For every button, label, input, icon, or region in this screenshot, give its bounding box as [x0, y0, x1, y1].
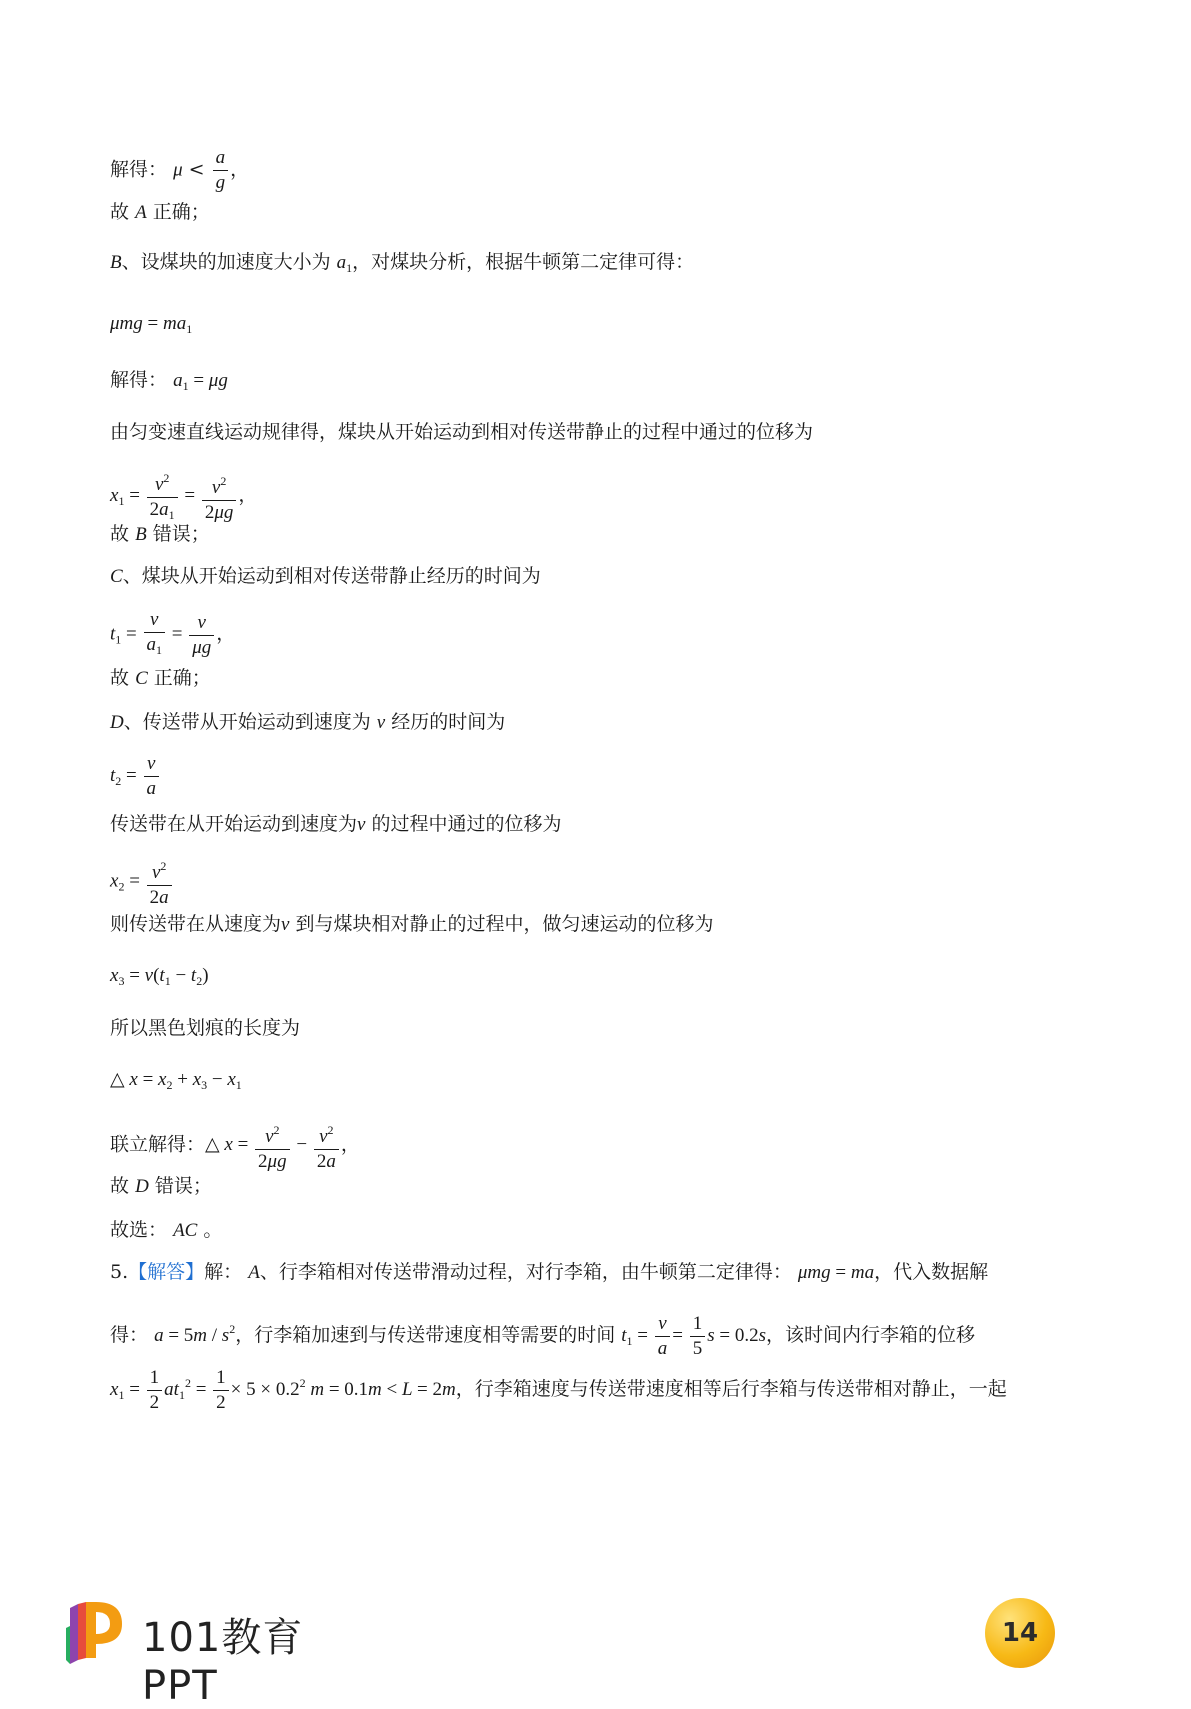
answer-tag: 【解答】 — [128, 1261, 205, 1283]
equation: $x_2$ = $\frac{v^2}{2a}$ — [110, 854, 174, 910]
text: 解得： — [110, 158, 168, 181]
text-line: 故 A 正确； — [110, 201, 210, 223]
fraction: $\frac{a}{g}$ — [213, 146, 229, 195]
text-line: 传送带在从开始运动到速度为v 的过程中通过的位移为 — [110, 813, 562, 835]
question-5-line-3: $x_1$ = $\frac{1}{2}$ $at_1^2$ = $\frac{1}{2}$ × $5 \times 0.2^2$ m = 0.1m < L = 2m，行李箱速度与传送带速度相等后行李箱与传送带相对静止，一起 — [110, 1367, 1007, 1413]
text-line: 由匀变速直线运动规律得，煤块从开始运动到相对传送带静止的过程中通过的位移为 — [110, 421, 814, 443]
text-line: B、设煤块的加速度大小为 $a_1$，对煤块分析，根据牛顿第二定律可得： — [110, 251, 695, 275]
text-line: 则传送带在从速度为v 到与煤块相对静止的过程中，做匀速运动的位移为 — [110, 913, 714, 935]
text-line: 故 C 正确； — [110, 667, 211, 689]
text-line: 故 D 错误； — [110, 1175, 212, 1197]
text-line: 联立解得：△ x = $\frac{v^2}{2\mu g}$ − $\frac{v^2}{2a}$ ， — [110, 1118, 360, 1174]
logo-text: 101教育PPT — [142, 1615, 304, 1709]
text-line: 故选： AC 。 — [110, 1219, 223, 1241]
question-5-line-1: 5.【解答】解： A、行李箱相对传送带滑动过程，对行李箱，由牛顿第二定律得： μmg = ma，代入数据解 — [110, 1261, 989, 1283]
brand-logo — [62, 1598, 362, 1709]
equation: $t_1$ = $\frac{v}{a_1}$ = $\frac{v}{\mu g}$ ， — [110, 609, 236, 658]
text-line: 故 B 错误； — [110, 523, 210, 545]
text-line: 解得： $a_1 = \mu g$ — [110, 369, 228, 393]
text-line: D、传送带从开始运动到速度为 v 经历的时间为 — [110, 711, 506, 733]
equation: $x_3 = v(t_1 - t_2)$ — [110, 965, 209, 988]
equation: △ $x = x_2 + x_3 - x_1$ — [110, 1069, 242, 1092]
text-line: 解得： μ < $\frac{a}{g}$ ， — [110, 147, 250, 193]
equation: $x_1$ = $\frac{v^2}{2a_1}$ = $\frac{v^2}{2\mu g}$ ， — [110, 466, 257, 527]
page-number-badge: 14 — [985, 1598, 1055, 1668]
equation: $\mu mg = ma_1$ — [110, 313, 193, 336]
text-line: 所以黑色划痕的长度为 — [110, 1017, 301, 1039]
logo-icon — [62, 1598, 132, 1668]
question-5-line-2: 得： $a = 5m / s^2$，行李箱加速到与传送带速度相等需要的时间 $t_1$ = $\frac{v}{a}$ = $\frac{1}{5}$ s = 0.2s，该时间内行李箱的位移 — [110, 1313, 976, 1359]
equation: $t_2$ = $\frac{v}{a}$ — [110, 752, 161, 801]
text-line: C、煤块从开始运动到相对传送带静止经历的时间为 — [110, 565, 541, 587]
